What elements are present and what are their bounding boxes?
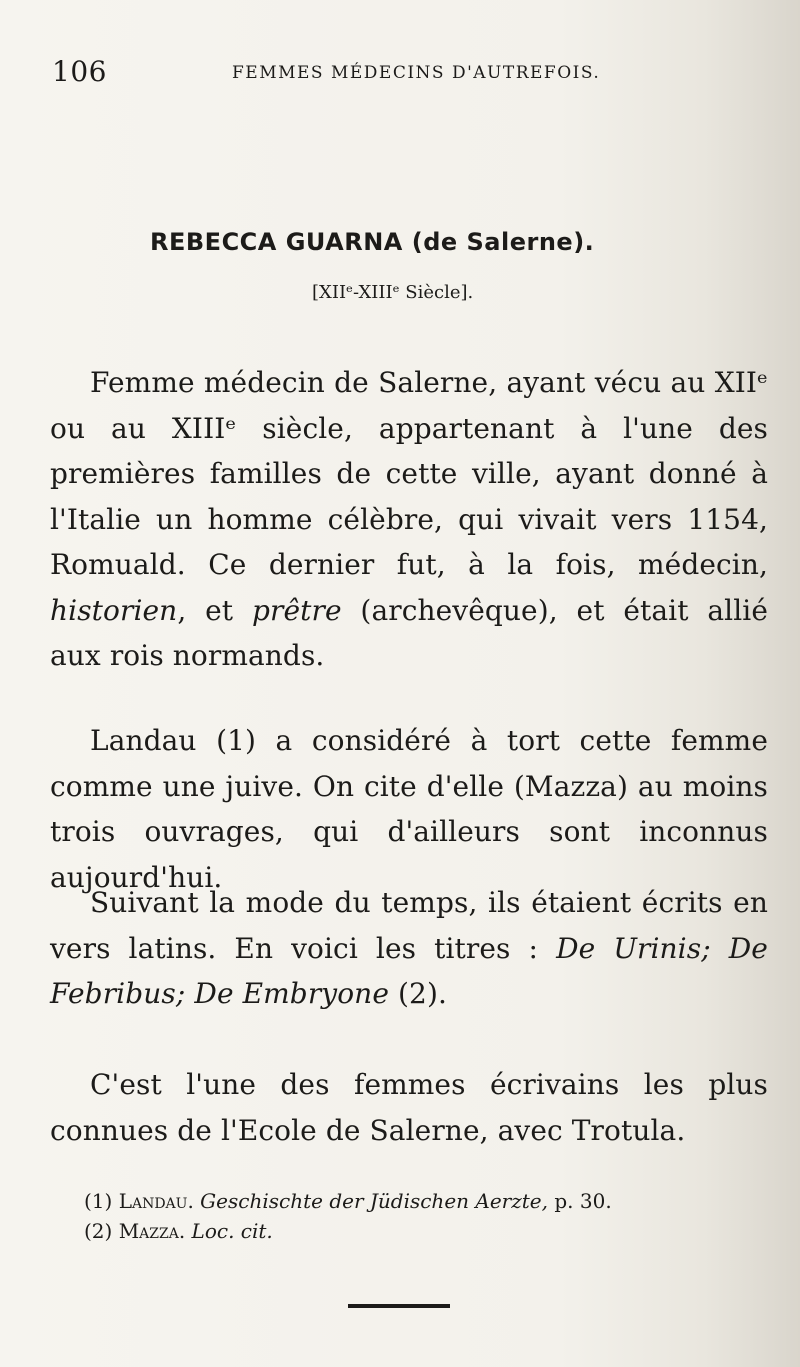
paragraph-2-text: Landau (1) a considéré à tort cette femme comme une juive. On cite d'elle (Mazza) au moins trois ouvrages, qui d'ailleurs sont inconnus aujourd'hui. <box>50 724 768 894</box>
footnote-2 <box>84 1216 764 1246</box>
paragraph-3-text-c: (2). <box>389 977 447 1010</box>
paragraph-3 <box>50 880 768 1017</box>
paragraph-1-italic-historien: historien <box>50 593 178 627</box>
paragraph-4-text: C'est l'une des femmes écrivains les plus connues de l'Ecole de Salerne, avec Trotula. <box>50 1068 768 1147</box>
footnotes <box>84 1186 764 1246</box>
section-title: REBECCA GUARNA (de Salerne). <box>150 228 595 256</box>
footnote-title: Geschischte der Jüdischen Aerzte, <box>193 1189 548 1213</box>
footnote-marker: (1) <box>84 1189 119 1213</box>
paragraph-1-text-a: Femme médecin de Salerne, ayant vécu au XIIᵉ ou au XIIIᵉ siècle, appartenant à l'une des premières familles de cette ville, ayant donné à l'Italie un homme célèbre, qui vivait vers 1154, Romuald. Ce dernier fut, à la fois, médecin, <box>50 366 768 581</box>
paragraph-2 <box>50 718 768 900</box>
footnote-1 <box>84 1186 764 1216</box>
footnote-marker: (2) <box>84 1219 119 1243</box>
running-title: FEMMES MÉDECINS D'AUTREFOIS. <box>232 63 601 83</box>
paragraph-1-text-c: , et <box>177 593 252 627</box>
paragraph-1 <box>50 360 768 679</box>
footnote-title: Loc. cit. <box>185 1219 273 1243</box>
page-header <box>52 55 760 95</box>
page-number: 106 <box>52 55 107 88</box>
paragraph-4 <box>50 1062 768 1153</box>
paragraph-1-text-e: (archevêque), et était allié aux rois normands. <box>50 593 769 672</box>
paragraph-3-text-a: Suivant la mode du temps, ils étaient écrits en vers latins. En voici les titres : <box>50 886 768 965</box>
footnote-author: Landau. <box>118 1189 194 1213</box>
paragraph-1-italic-pretre: prêtre <box>251 593 342 627</box>
footnote-page: p. 30. <box>548 1189 612 1213</box>
footnote-author: Mazza. <box>118 1219 186 1243</box>
section-subtitle: [XIIᵉ-XIIIᵉ Siècle]. <box>312 282 474 303</box>
end-rule <box>348 1304 450 1308</box>
paragraph-3-italic-titles: De Urinis; De Febribus; De Embryone <box>50 931 768 1010</box>
